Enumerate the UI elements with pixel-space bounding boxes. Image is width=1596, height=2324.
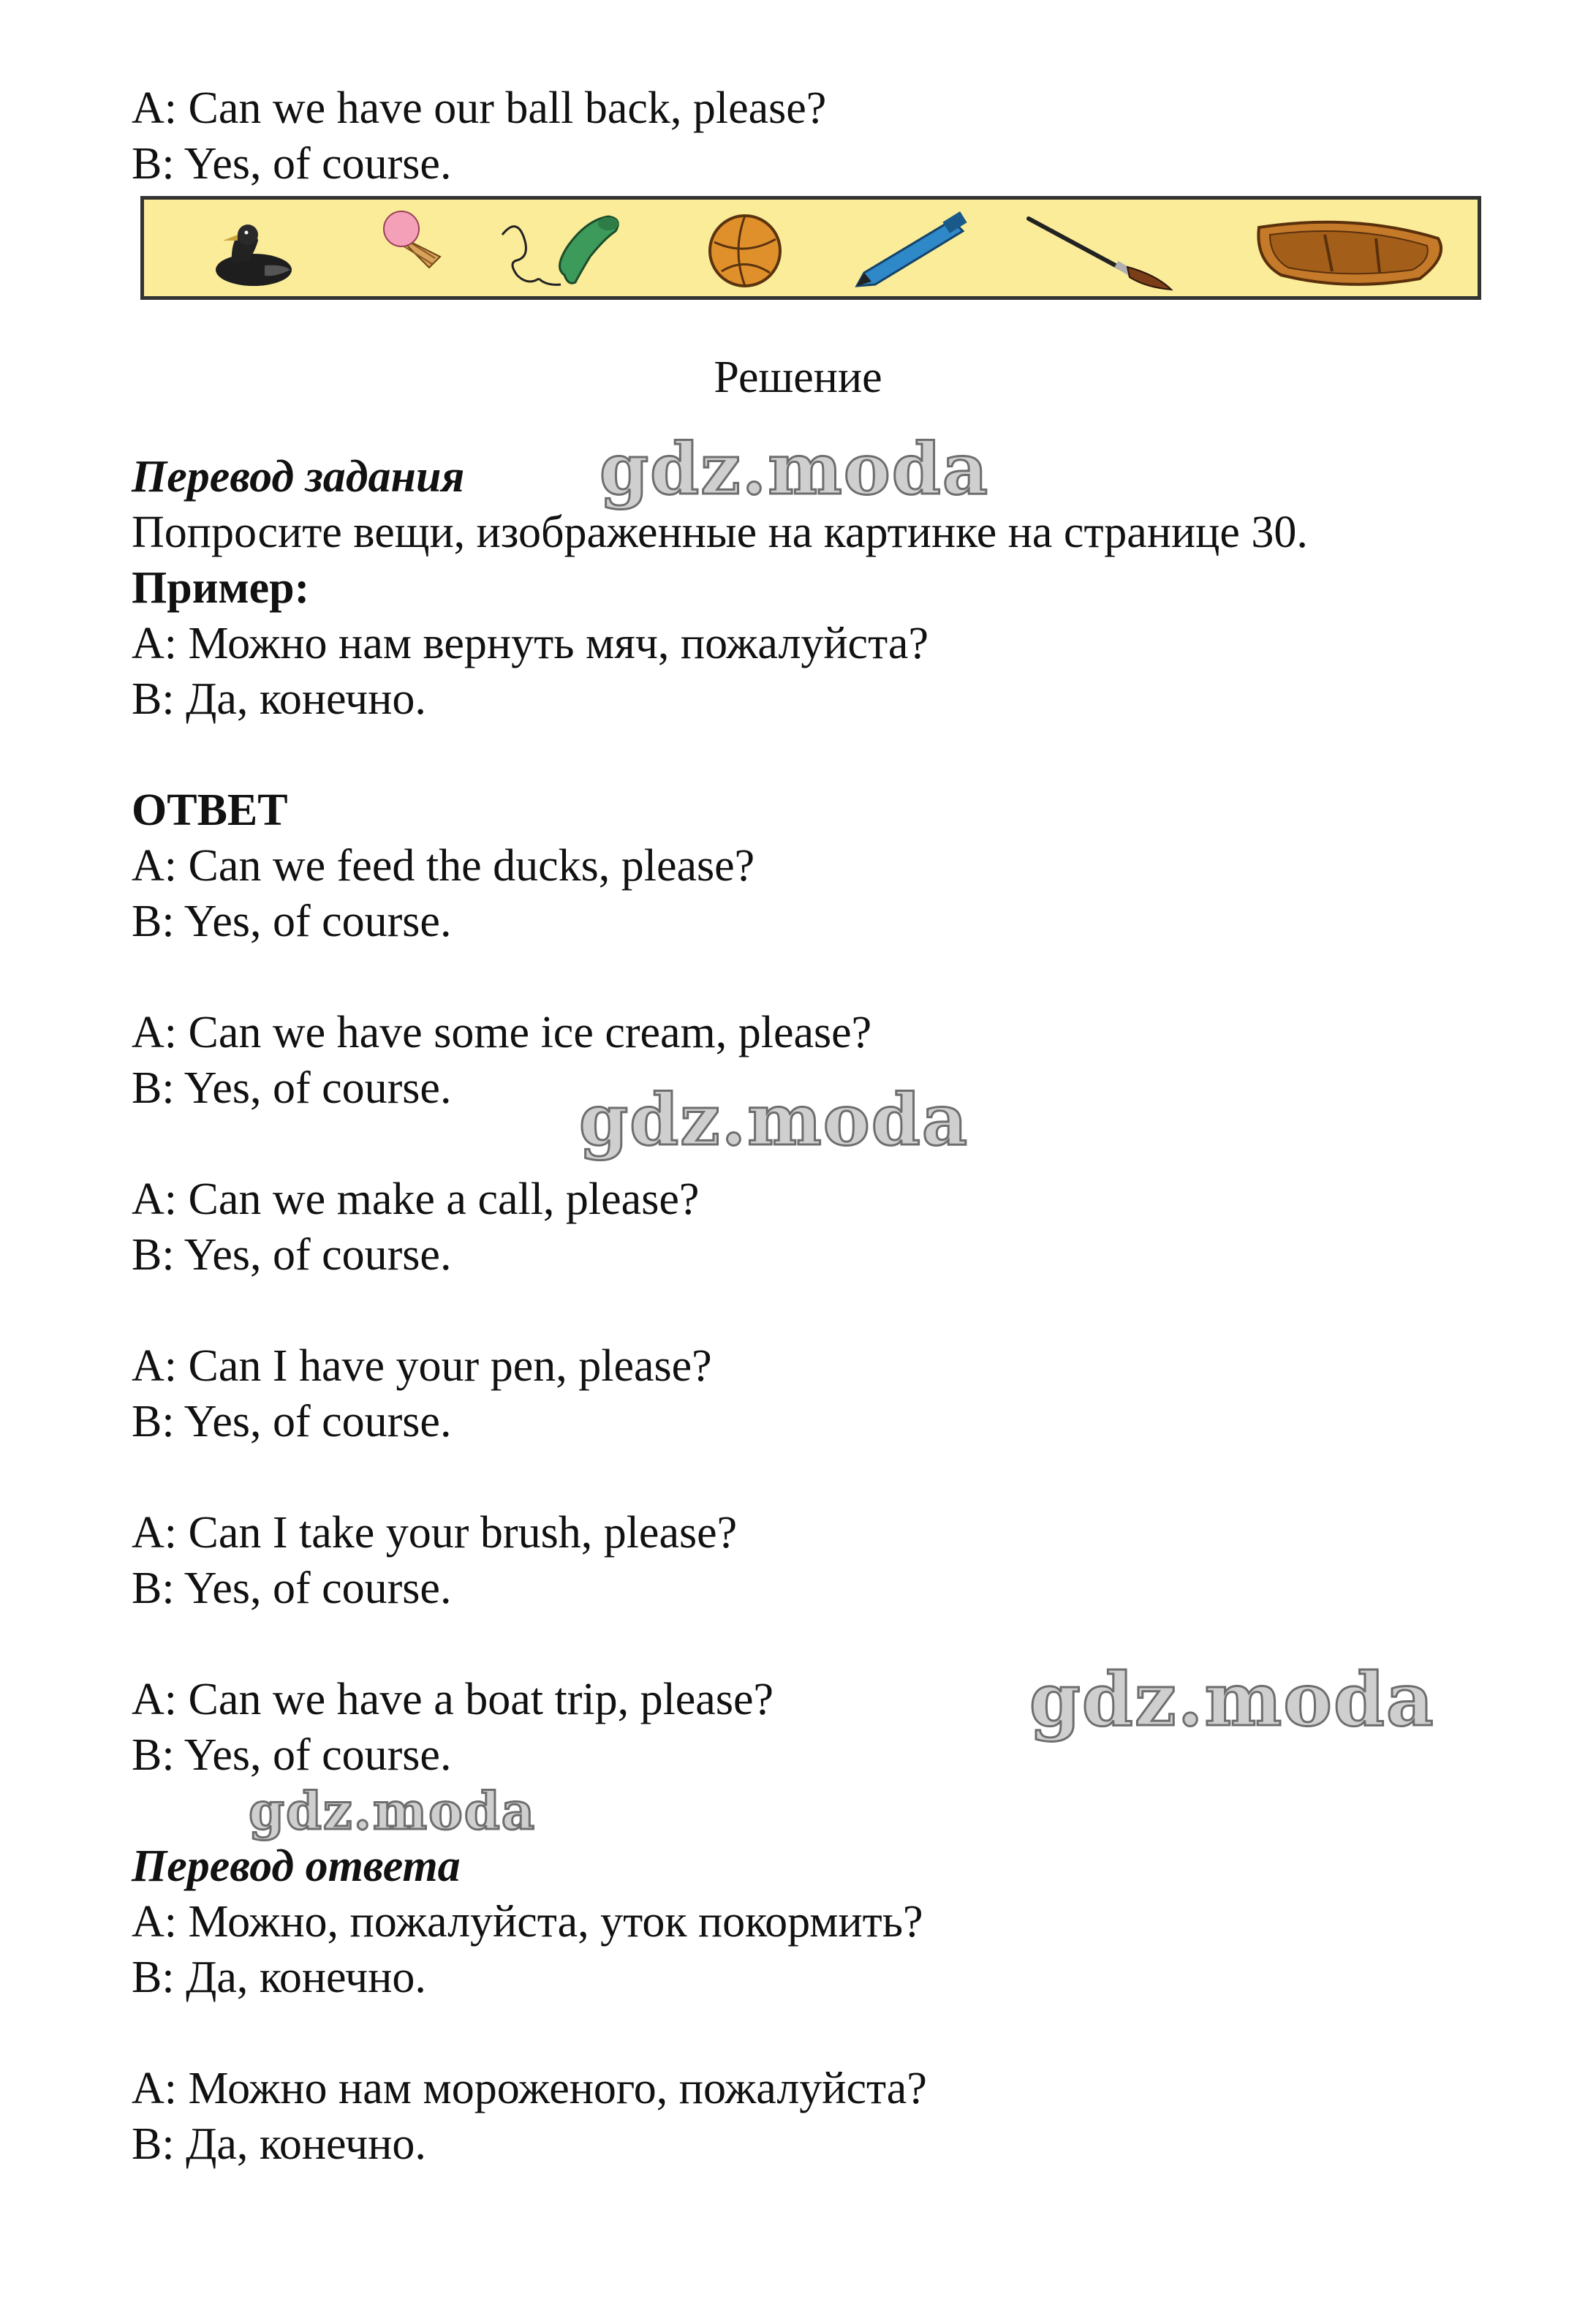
pen-icon (842, 205, 981, 295)
answer-translation-1-b: B: Да, конечно. (132, 1953, 426, 2002)
duck-icon (203, 205, 298, 295)
answer-dialog-3-b: B: Yes, of course. (132, 1230, 452, 1280)
picture-strip (140, 196, 1481, 300)
task-translation-text: Попросите вещи, изображенные на картинке на странице 30. (132, 508, 1308, 557)
watermark: gdz.moda (1029, 1656, 1435, 1743)
answer-dialog-4-a: A: Can I have your pen, please? (132, 1341, 712, 1391)
ball-icon (700, 205, 795, 295)
answer-dialog-5-b: B: Yes, of course. (132, 1563, 452, 1613)
task-translation-heading: Перевод задания (132, 452, 465, 502)
translation-example-a: A: Можно нам вернуть мяч, пожалуйста? (132, 619, 929, 668)
answer-translation-2-a: A: Можно нам мороженого, пожалуйста? (132, 2064, 927, 2113)
answer-dialog-4-b: B: Yes, of course. (132, 1397, 452, 1446)
answer-translation-heading: Перевод ответа (132, 1841, 461, 1891)
telephone-icon (495, 205, 634, 295)
solution-heading: Решение (714, 352, 882, 402)
answer-dialog-6-b: B: Yes, of course. (132, 1730, 452, 1780)
answer-dialog-3-a: A: Can we make a call, please? (132, 1174, 700, 1224)
brush-icon (1021, 205, 1182, 295)
translation-example-b: B: Да, конечно. (132, 674, 426, 724)
example-label: Пример: (132, 563, 310, 613)
ice-cream-icon (371, 205, 466, 295)
answer-dialog-2-a: A: Can we have some ice cream, please? (132, 1008, 872, 1057)
example-line-b: B: Yes, of course. (132, 139, 452, 189)
answer-dialog-1-b: B: Yes, of course. (132, 897, 452, 946)
answer-translation-1-a: A: Можно, пожалуйста, уток покормить? (132, 1897, 923, 1947)
answer-dialog-5-a: A: Can I take your brush, please? (132, 1508, 738, 1558)
boat-icon (1244, 205, 1464, 295)
watermark: gdz.moda (249, 1781, 537, 1841)
answer-heading: ОТВЕТ (132, 785, 288, 835)
answer-dialog-2-b: B: Yes, of course. (132, 1063, 452, 1113)
watermark: gdz.moda (579, 1079, 969, 1161)
answer-translation-2-b: B: Да, конечно. (132, 2119, 426, 2169)
watermark: gdz.moda (600, 428, 990, 510)
answer-dialog-6-a: A: Can we have a boat trip, please? (132, 1675, 774, 1724)
answer-dialog-1-a: A: Can we feed the ducks, please? (132, 841, 755, 891)
example-line-a: A: Can we have our ball back, please? (132, 83, 827, 133)
